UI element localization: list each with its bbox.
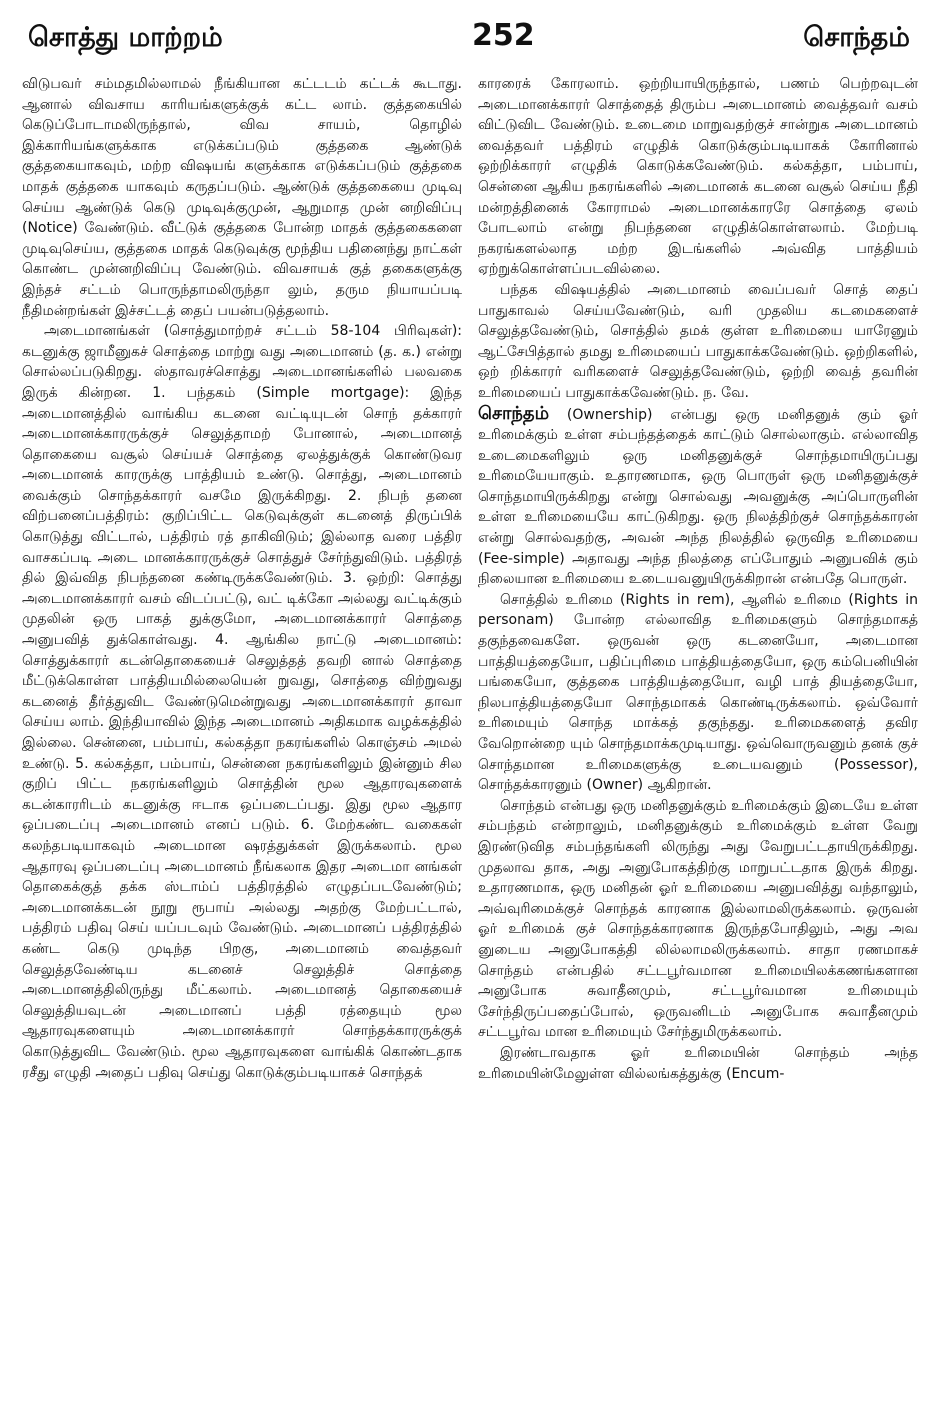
paragraph: அடைமானங்கள் (சொத்துமாற்றச் சட்டம் 58-104 பிரிவுகள்): கடனுக்கு ஜாமீனுகச் சொத்தை மாற்று வது அடைமானம் (த. க.) என்று சொல்லப்படுகிறது. ஸ்தாவரச்சொத்து அடைமானங்களில் பலவகை இருக் கின்றன. 1. பந்தகம் (Simple mortgage): இந்த அடைமானத்தில் வாங்கிய கடனை வட்டியுடன் சொந் தக்காரர் அடைமானக்காரருக்குச் செலுத்தாமற் போனால், அடைமானத் தொகையை வசூல் செய்யச் சொத்தை ஏலத்துக்குக் கொண்டுவர அடைமானக் காரருக்கு பாத்தியம் உண்டு. சொத்து, அடைமானம் வைக்கும் சொந்தக்காரர் வசமே இருக்கிறது. 2. நிபந் தனை விற்பனைப்பத்திரம்: குறிப்பிட்ட கெடுவுக்குள் கடனைத் திருப்பிக் கொடுத்து விட்டால், பத்திரம் ரத் தாகிவிடும்; இல்லாத வரை பத்திர வாசகப்படி அடை மானக்காரருக்குச் சொத்துச் சேர்ந்துவிடும். பத்திரத் தில் இவ்வித நிபந்தனை கண்டிருக்கவேண்டும். 3. ஒற்றி: சொத்து அடைமானக்காரர் வசம் விடப்பட்டு, வட் டிக்கோ அல்லது வட்டிக்கும் முதலின் ஒரு பாகத் துக்குமோ, அடைமானக்காரர் சொத்தை அனுபவித் துக்கொள்வது. 4. ஆங்கில நாட்டு அடைமானம்: சொத்துக்காரர் கடன்தொகையைச் செலுத்தத் தவறி னால் சொத்தை மீட்டுக்கொள்ள பாத்தியமில்லையென் றுவது, சொத்தை விற்றுவது கடனைத் தீர்த்துவிட வேண்டுமென்றுவது அடைமானக்காரர் தாவா செய்ய லாம். இந்தியாவில் இந்த அடைமானம் அதிகமாக வழக்கத்தில் இல்லை. சென்னை, பம்பாய், கல்கத்தா நகரங்களில் கொஞ்சம் அமல் உண்டு. 5. கல்கத்தா, பம்பாய், சென்னை நகரங்களிலும் இன்னும் சில குறிப் பிட்ட நகரங்களிலும் சொத்தின் மூல ஆதாரவுகளைக் கடன்காரரிடம் கடனுக்கு ஈடாக ஒப்படைப்பது. இது மூல ஆதார ஒப்படைப்பு அடைமானம் எனப் படும். 6. மேற்கண்ட வகைகள் கலந்தபடியாகவும் அடைமான ஷரத்துக்கள் இருக்கலாம். மூல ஆதாரவு ஒப்படைப்பு அடைமானம் நீங்கலாக இதர அடைமா னங்கள் தொகைக்குத் தக்க ஸ்டாம்ப் பத்திரத்தில் எழுதப்படவேண்டும்; அடைமானக்கடன் நூறு ரூபாய் அல்லது அதற்கு மேற்பட்டால், பத்திரம் பதிவு செய் யப்படவும் வேண்டும். அடைமானப் பத்திரத்தில் கண்ட கெடு முடிந்த பிறகு, அடைமானம் வைத்தவர் செலுத்தவேண்டிய கடனைச் செலுத்திச் சொத்தை அடைமானத்திலிருந்து மீட்கலாம். அடைமானத் தொகையைச் செலுத்தியவுடன் அடைமானப் பத்தி ரத்தையும் மூல ஆதாரவுகளையும் அடைமானக்காரர் சொந்தக்காரருக்குக் கொடுத்துவிட வேண்டும். மூல ஆதாரவுகளை வாங்கிக் கொண்டதாக ரசீது எழுதி அதைப் பதிவு செய்து கொடுக்கும்படியாகச் சொந்தக் bbox=[22, 323, 462, 1081]
entry-headword: சொந்தம் bbox=[478, 402, 550, 424]
right-column bbox=[478, 74, 918, 1084]
running-head-left: சொத்து மாற்றம் bbox=[28, 22, 223, 53]
entry-text: (Ownership) என்பது ஒரு மனிதனுக் கும் ஓர் உரிமைக்கும் உள்ள சம்பந்தத்தைக் காட்டும் சொல்லாகும். எல்லாவித உடைமைகளிலும் ஒரு மனிதனுக்குச் சொந்தமாயிருப்பது உரிமையேயாகும். உதாரணமாக, ஒரு பொருள் ஒரு மனிதனுக்குச் சொந்தமாயிருக்கிறது என்று சொல்வது அவனுக்கு அப்பொருளின் உள்ள உரிமையையே காட்டுகிறது. ஒரு நிலத்திற்குச் சொந்தக்காரன் என்று சொல்வதற்கு, அவன் அந்த நிலத்தில் ஒருவித உரிமையை (Fee-simple) அதாவது அந்த நிலத்தை எப்போதும் அனுபவிக் கும் நிலையான உரிமையை உடையவனுயிருக்கிறான் என்பதே பொருள். bbox=[478, 406, 918, 588]
paragraph: பந்தக விஷயத்தில் அடைமானம் வைப்பவர் சொத் தைப் பாதுகாவல் செய்யவேண்டும், வரி முதலிய கடமைகளைச் செலுத்தவேண்டும், சொத்தில் தமக் குள்ள உரிமையை யாரேனும் ஆட்சேபித்தால் தமது உரிமையைப் பாதுகாக்கவேண்டும். ஒற்றிகளில், ஒற் றிக்காரர் வரிகளைச் செலுத்தவேண்டும், ஒற்றி வைத் தவரின் உரிமையைப் பாதுகாக்கவேண்டும். ந. வே. bbox=[478, 281, 918, 401]
page-number: 252 bbox=[472, 18, 535, 53]
left-column bbox=[22, 74, 462, 1084]
running-head-right: சொந்தம் bbox=[803, 22, 910, 53]
paragraph: இரண்டாவதாக ஓர் உரிமையின் சொந்தம் அந்த உரிமையின்மேலுள்ள வில்லங்கத்துக்கு (Encum- bbox=[478, 1044, 918, 1082]
paragraph: சொந்தம் என்பது ஒரு மனிதனுக்கும் உரிமைக்கும் இடையே உள்ள சம்பந்தம் என்றாலும், மனிதனுக்கும் உரிமைக்கும் உள்ள வேறு இரண்டுவித சம்பந்தங்களி லிருந்து அது வேறுபட்டதாயிருக்கிறது. முதலாவ தாக, அது அனுபோகத்திற்கு மாறுபட்டதாக இருக் கிறது. உதாரணமாக, ஒரு மனிதன் ஓர் உரிமையை அனுபவித்து வந்தாலும், அவ்வுரிமைக்குச் சொந்தக் காரனாக இல்லாமலிருக்கலாம். ஒருவன் ஓர் உரிமைக் குச் சொந்தக்காரனாக இருந்தபோதிலும், அது அவ னுடைய அனுபோகத்தி லில்லாமலிருக்கலாம். சாதா ரணமாகச் சொந்தம் என்பதில் சட்டபூர்வமான உரிமையிலக்கணங்களான அனுபோக சுவாதீனமும், சட்டபூர்வமான உரிமையும் சேர்ந்திருப்பதைப்போல், ஒருவனிடம் அனுபோக சுவாதீனமும் சட்டபூர்வ மான உரிமையும் சேர்ந்துமிருக்கலாம். bbox=[478, 797, 918, 1041]
paragraph: விடுபவர் சம்மதமில்லாமல் நீங்கியான கட்டடம் கட்டக் கூடாது. ஆனால் விவசாய காரியங்களுக்குக் கட்ட லாம். குத்தகையில் கெடுப்போடாமலிருந்தால், விவ சாயம், தொழில் இக்காரியங்களுக்காக எடுக்கப்படும் குத்தகை ஆண்டுக் குத்தகையாகவும், மற்ற விஷயங் களுக்காக எடுக்கப்படும் குத்தகை மாதக் குத்தகை யாகவும் கருதப்படும். ஆண்டுக் குத்தகையை முடிவு செய்ய ஆண்டுக் கெடு முடிவுக்குமுன், ஆறுமாத முன் னறிவிப்பு (Notice) வேண்டும். வீட்டுக் குத்தகை போன்ற மாதக் குத்தகைகளை முடிவுசெய்ய, குத்தகை மாதக் கெடுவுக்கு மூந்திய பதினைந்து நாட்கள் கொண்ட முன்னறிவிப்பு வேண்டும். விவசாயக் குத் தகைகளுக்கு இந்தச் சட்டம் பொருந்தாமலிருந்தா லும், தரும நியாயப்படி நீதிமன்றங்கள் இச்சட்டத் தைப் பயன்படுத்தலாம். bbox=[22, 76, 462, 319]
entry-first-paragraph bbox=[478, 404, 918, 590]
text-columns bbox=[22, 74, 918, 1084]
paragraph: சொத்தில் உரிமை (Rights in rem), ஆளில் உரிமை (Rights in personam) போன்ற எல்லாவித உரிமைகளும் சொந்தமாகத் தகுந்தவைகளே. ஒருவன் ஒரு கடனையோ, அடைமான பாத்தியத்தையோ, பதிப்புரிமை பாத்தியத்தையோ, ஒரு கம்பெனியின் பங்கையோ, குத்தகை பாத்தியத்தையோ, வழி பாத் தியத்தையோ, நிலபாத்தியத்தையோ சொந்தமாகக் கொண்டிருக்கலாம். ஒவ்வோர் உரிமையும் சொந்த மாக்கத் தகுந்தது. உரிமைகளைத் தவிர வேறொன்றை யும் சொந்தமாக்கமுடியாது. ஒவ்வொருவனும் தனக் குச் சொந்தமான உரிமைகளுக்கு உடையவனும் (Possessor), சொந்தக்காரனும் (Owner) ஆகிறான். bbox=[478, 591, 918, 794]
paragraph: காரரைக் கோரலாம். ஒற்றியாயிருந்தால், பணம் பெற்றவுடன் அடைமானக்காரர் சொத்தைத் திரும்ப அடைமானம் வைத்தவர் வசம் விட்டுவிட வேண்டும். உடைமை மாறுவதற்குச் சான்றுக அடைமானம் வைத்தவர் பத்திரம் எழுதிக் கொடுக்கும்படியாகக் கோரினால் ஒற்றிக்காரர் எழுதிக் கொடுக்கவேண்டும். கல்கத்தா, பம்பாய், சென்னை ஆகிய நகரங்களில் அடைமானக் கடனை வசூல் செய்ய நீதி மன்றத்தினைக் கோராமல் அடைமானக்காரரே சொத்தை ஏலம் போடலாம் என்று நிபந்தனை எழுதிக்கொள்ளலாம். மேற்படி நகரங்களல்லாத மற்ற இடங்களில் அவ்வித பாத்தியம் ஏற்றுக்கொள்ளப்படவில்லை. bbox=[478, 76, 918, 278]
page-header bbox=[22, 18, 918, 74]
